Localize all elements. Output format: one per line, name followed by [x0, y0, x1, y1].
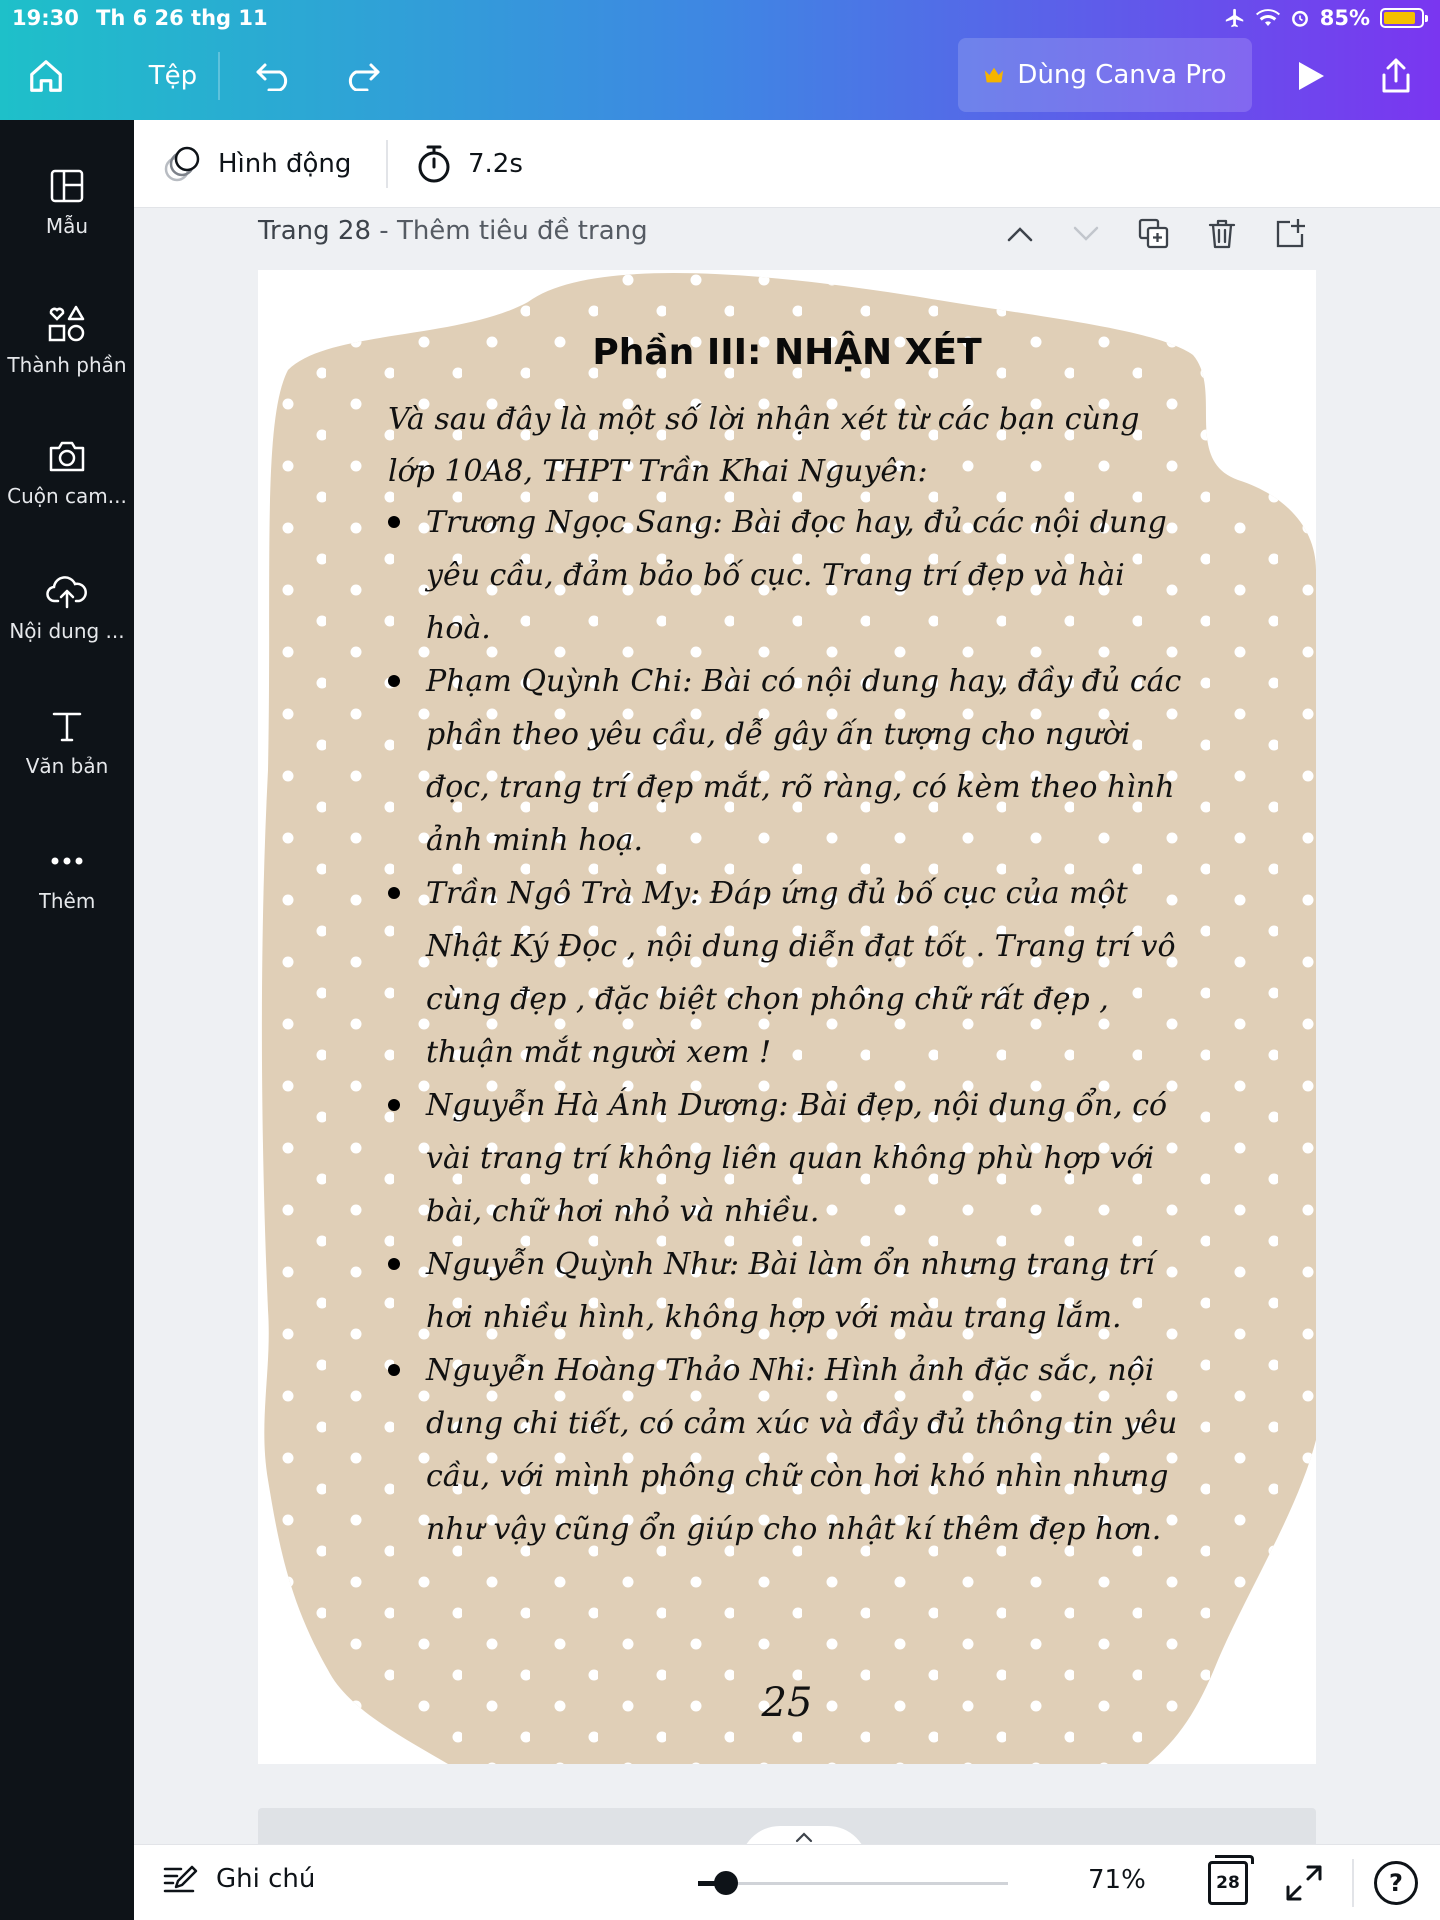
- section-title[interactable]: Phần III: NHẬN XÉT: [592, 332, 982, 373]
- home-icon: [27, 57, 65, 95]
- redo-button[interactable]: [336, 46, 386, 106]
- top-toolbar: [0, 0, 1440, 120]
- design-canvas-page[interactable]: [258, 270, 1316, 1764]
- sidebar-item-label: Nội dung ...: [9, 619, 125, 643]
- toolbar-divider: [1352, 1859, 1354, 1907]
- template-icon: [49, 168, 85, 204]
- sidebar-item-templates[interactable]: [0, 140, 134, 250]
- present-button[interactable]: [1286, 46, 1336, 106]
- move-page-up-button[interactable]: [1000, 214, 1040, 254]
- animation-icon: [162, 144, 202, 184]
- page-label: Trang 28: [258, 216, 372, 246]
- toolbar-divider: [386, 140, 388, 188]
- add-page-button[interactable]: [1270, 214, 1310, 254]
- comment-list[interactable]: [388, 496, 1188, 1556]
- context-toolbar: [134, 120, 1440, 208]
- sidebar-item-label: Cuộn cam...: [7, 484, 127, 508]
- sidebar-item-uploads[interactable]: [0, 545, 134, 655]
- status-date: Th 6 26 thg 11: [96, 6, 268, 30]
- canva-pro-button[interactable]: [958, 38, 1252, 112]
- page-title-input[interactable]: Thêm tiêu đề trang: [396, 216, 648, 246]
- sidebar-item-more[interactable]: [0, 815, 134, 925]
- duplicate-icon: [1138, 218, 1170, 250]
- page-number[interactable]: 25: [761, 1680, 813, 1726]
- crown-icon: [983, 66, 1005, 84]
- share-button[interactable]: [1368, 46, 1424, 106]
- sidebar-item-elements[interactable]: [0, 275, 134, 385]
- camera-icon: [47, 438, 87, 474]
- duplicate-page-button[interactable]: [1134, 214, 1174, 254]
- zoom-slider-thumb[interactable]: [714, 1871, 738, 1895]
- animate-button[interactable]: [162, 144, 351, 184]
- more-icon: [47, 843, 87, 879]
- help-button[interactable]: ?: [1374, 1861, 1418, 1905]
- airplane-icon: [1224, 7, 1246, 29]
- notes-icon: [162, 1863, 198, 1895]
- trash-icon: [1208, 218, 1236, 250]
- sidebar-item-camera-roll[interactable]: [0, 410, 134, 520]
- status-time: 19:30: [12, 6, 79, 30]
- wifi-icon: [1256, 8, 1280, 28]
- comment-item[interactable]: Nguyễn Hà Ánh Dương: Bài đẹp, nội dung ổn, có vài trang trí không liên quan không phù hợp với bài, chữ hơi nhỏ và nhiều.: [388, 1079, 1188, 1238]
- status-bar: [0, 0, 1440, 38]
- chevron-down-icon: [1072, 224, 1100, 244]
- comment-item[interactable]: Trần Ngô Trà My: Đáp ứng đủ bố cục của một Nhật Ký Đọc , nội dung diễn đạt tốt . Trang trí vô cùng đẹp , đặc biệt chọn phông chữ rất đẹp , thuận mắt người xem !: [388, 867, 1188, 1079]
- sidebar-item-label: Thành phần: [7, 353, 127, 377]
- chevron-up-icon: [794, 1830, 814, 1844]
- redo-icon: [341, 61, 381, 91]
- comment-item[interactable]: Nguyễn Quỳnh Như: Bài làm ổn nhưng trang trí hơi nhiều hình, không hợp với màu trang lắm.: [388, 1238, 1188, 1344]
- page-header[interactable]: [258, 216, 648, 246]
- expand-icon: [1284, 1863, 1324, 1903]
- elements-icon: [47, 303, 87, 343]
- comment-item[interactable]: Trương Ngọc Sang: Bài đọc hay, đủ các nội dung yêu cầu, đảm bảo bố cục. Trang trí đẹp và hài hoà.: [388, 496, 1188, 655]
- sidebar-item-label: Văn bản: [25, 754, 109, 778]
- toolbar-divider: [218, 52, 220, 100]
- add-page-icon: [1274, 218, 1306, 250]
- sidebar-item-label: Mẫu: [45, 214, 89, 238]
- delete-page-button[interactable]: [1202, 214, 1242, 254]
- stopwatch-icon: [416, 144, 452, 184]
- page-count-button[interactable]: 28: [1208, 1861, 1248, 1905]
- move-page-down-button[interactable]: [1066, 214, 1106, 254]
- zoom-percent[interactable]: 71%: [1088, 1865, 1146, 1895]
- notes-label: Ghi chú: [216, 1864, 316, 1894]
- page-separator: -: [379, 216, 397, 246]
- animate-label: Hình động: [218, 149, 352, 179]
- alarm-icon: [1290, 8, 1310, 28]
- sidebar-item-text[interactable]: [0, 680, 134, 790]
- fullscreen-button[interactable]: [1284, 1863, 1324, 1903]
- side-panel: [0, 120, 134, 1920]
- comment-item[interactable]: Phạm Quỳnh Chi: Bài có nội dung hay, đầy đủ các phần theo yêu cầu, dễ gây ấn tượng cho người đọc, trang trí đẹp mắt, rõ ràng, có kèm theo hình ảnh minh hoạ.: [388, 655, 1188, 867]
- upload-icon: [46, 573, 88, 609]
- timing-button[interactable]: [416, 144, 523, 184]
- chevron-up-icon: [1006, 224, 1034, 244]
- comment-item[interactable]: Nguyễn Hoàng Thảo Nhi: Hình ảnh đặc sắc, nội dung chi tiết, có cảm xúc và đầy đủ thông tin yêu cầu, với mình phông chữ còn hơi khó nhìn nhưng như vậy cũng ổn giúp cho nhật kí thêm đẹp hơn.: [388, 1344, 1188, 1556]
- bottom-toolbar: [134, 1844, 1440, 1920]
- play-icon: [1296, 60, 1326, 92]
- notes-button[interactable]: [162, 1863, 315, 1895]
- intro-paragraph[interactable]: Và sau đây là một số lời nhận xét từ các bạn cùng lớp 10A8, THPT Trần Khai Nguyên:: [388, 402, 1140, 489]
- file-menu-button[interactable]: Tệp: [148, 61, 198, 91]
- undo-button[interactable]: [250, 46, 300, 106]
- home-button[interactable]: [18, 46, 74, 106]
- canva-pro-label: Dùng Canva Pro: [1017, 60, 1227, 90]
- timing-label: 7.2s: [468, 149, 523, 179]
- text-icon: [49, 708, 85, 744]
- battery-icon: [1380, 8, 1424, 28]
- battery-percent: 85%: [1319, 6, 1370, 30]
- zoom-slider[interactable]: [698, 1882, 1008, 1885]
- share-icon: [1378, 57, 1414, 95]
- undo-icon: [255, 61, 295, 91]
- sidebar-item-label: Thêm: [38, 889, 96, 913]
